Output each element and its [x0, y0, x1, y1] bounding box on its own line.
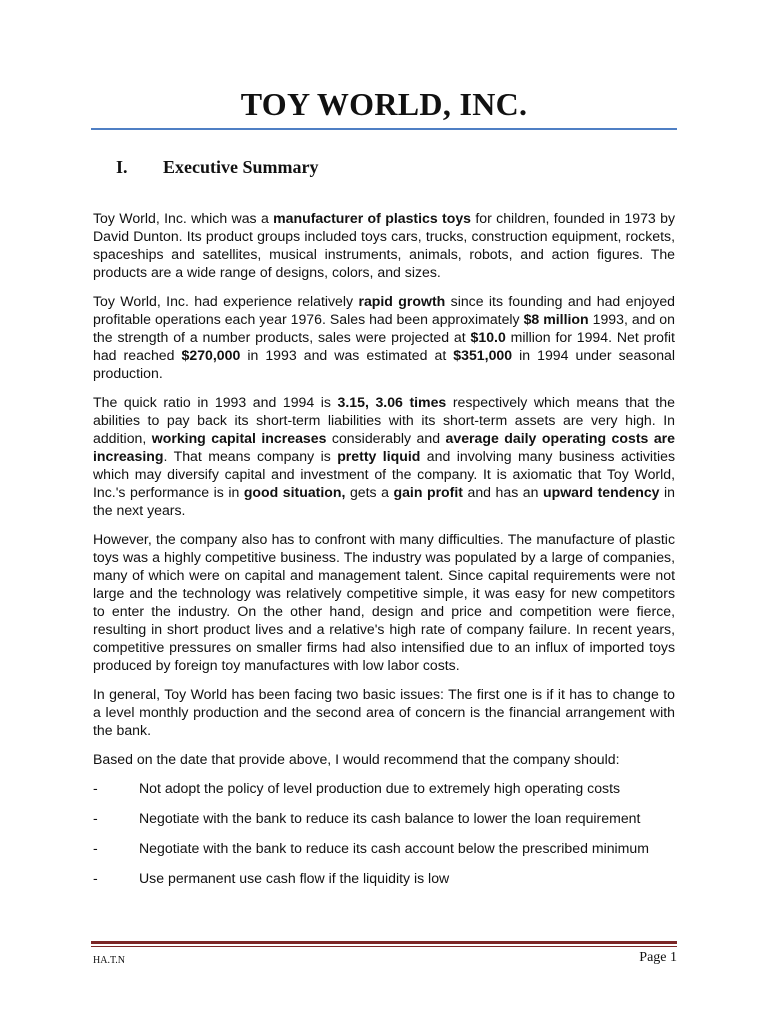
bold-text: upward tendency: [542, 484, 660, 500]
bold-text: pretty liquid: [337, 448, 421, 464]
footer-divider-thin: [91, 946, 677, 947]
text-run: million for 1994. Net profit had reached: [93, 329, 675, 363]
paragraph: [93, 209, 675, 281]
text-run: . That means company is: [163, 448, 338, 464]
list-item: [93, 839, 675, 857]
text-run: The quick ratio in 1993 and 1994 is: [93, 394, 338, 410]
bold-text: manufacturer of plastics toys: [273, 210, 472, 226]
text-run: in the next years.: [93, 484, 675, 518]
bold-text: $270,000: [181, 347, 241, 363]
text-run: gets a: [345, 484, 394, 500]
bold-text: rapid growth: [358, 293, 446, 309]
section-number: I.: [116, 157, 128, 177]
text-run: Based on the date that provide above, I would recommend that the company should:: [93, 751, 620, 767]
list-marker: -: [93, 870, 98, 886]
footer-author: HA.T.N: [93, 955, 126, 966]
text-run: In general, Toy World has been facing two basic issues: The first one is if it has to change to a level monthly production and the second area of concern is the financial arrangement with the bank.: [93, 686, 675, 738]
recommendation-list: [93, 779, 675, 887]
bold-text: working capital increases: [151, 430, 327, 446]
list-marker: -: [93, 810, 98, 826]
list-item-text: Use permanent use cash flow if the liquidity is low: [139, 870, 450, 886]
list-item: [93, 809, 675, 827]
paragraph: [93, 750, 675, 768]
list-item-text: Negotiate with the bank to reduce its cash account below the prescribed minimum: [139, 840, 649, 856]
list-item: [93, 869, 675, 887]
bold-text: 3.15, 3.06 times: [337, 394, 447, 410]
paragraph: [93, 685, 675, 739]
bold-text: good situation,: [243, 484, 346, 500]
text-run: since its founding and had enjoyed profitable operations each year 1976. Sales had been approximately: [93, 293, 675, 327]
text-run: Toy World, Inc. which was a: [93, 210, 274, 226]
bold-text: $351,000: [453, 347, 513, 363]
document-body: [93, 209, 675, 899]
list-item: [93, 779, 675, 797]
text-run: respectively which means that the abilities to pay back its short-term liabilities with its short-term assets are very high. In addition,: [93, 394, 675, 446]
text-run: in 1994 under seasonal production.: [93, 347, 676, 381]
bold-text: average daily operating costs are increasing: [93, 430, 676, 464]
text-run: and involving many business activities which may diversify capital and investment of the company. It is axiomatic that Toy World, Inc.'s performance is in: [93, 448, 675, 500]
text-run: considerably and: [326, 430, 446, 446]
bold-text: $10.0: [470, 329, 506, 345]
title-divider: [91, 128, 677, 130]
document-title: TOY WORLD, INC.: [240, 86, 528, 122]
page-number: Page 1: [639, 950, 677, 965]
text-run: for children, founded in 1973 by David Dunton. Its product groups included toys cars, trucks, construction equipment, rockets, spaceships and satellites, musical instruments, animals, robots, and action figures. The products are a wide range of designs, colors, and sizes.: [93, 210, 675, 280]
bold-text: $8 million: [523, 311, 589, 327]
text-run: However, the company also has to confront with many difficulties. The manufacture of plastic toys was a highly competitive business. The industry was populated by a large of companies, many of which were on capital and management talent. Since capital requirements were not large and the technology was relatively competitive simple, it was easy for new competitors to enter the industry. On the other hand, design and price and competition were fierce, resulting in short product lives and a relative's high rate of company failure. In recent years, competitive pressures on smaller firms had also intensified due to an influx of imported toys produced by foreign toy manufactures with low labor costs.: [93, 531, 675, 673]
paragraph: [93, 393, 675, 519]
paragraph: [93, 292, 675, 382]
text-run: in 1993 and was estimated at: [240, 347, 454, 363]
paragraph: [93, 530, 675, 674]
list-item-text: Negotiate with the bank to reduce its cash balance to lower the loan requirement: [139, 810, 641, 826]
text-run: Toy World, Inc. had experience relatively: [93, 293, 359, 309]
list-item-text: Not adopt the policy of level production due to extremely high operating costs: [139, 780, 621, 796]
bold-text: gain profit: [393, 484, 463, 500]
text-run: and has an: [462, 484, 543, 500]
section-heading: [116, 157, 318, 178]
footer-divider-thick: [91, 941, 677, 944]
list-marker: -: [93, 780, 98, 796]
text-run: 1993, and on the strength of a number products, sales were projected at: [93, 311, 675, 345]
list-marker: -: [93, 840, 98, 856]
paragraphs: [93, 209, 675, 768]
section-title: Executive Summary: [163, 157, 319, 177]
